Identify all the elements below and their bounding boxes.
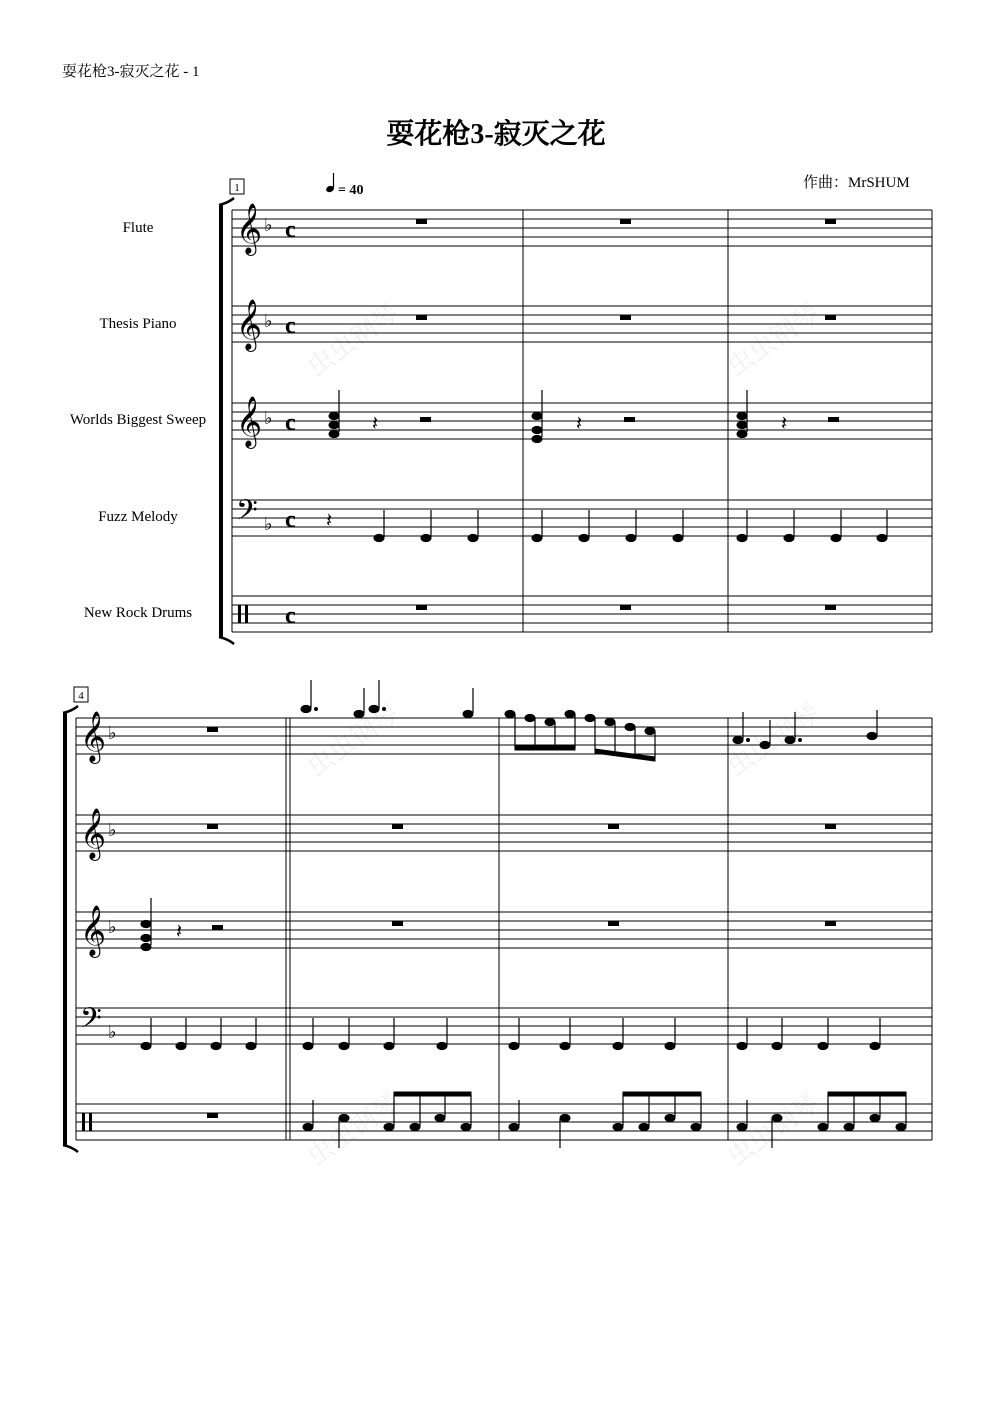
instrument-label-flute: Flute	[122, 220, 154, 236]
svg-text:𝄽: 𝄽	[372, 413, 379, 435]
instrument-label-sweep: Worlds Biggest Sweep	[69, 412, 207, 428]
svg-text:♭: ♭	[108, 917, 117, 937]
measure-number-1: 1	[234, 182, 240, 194]
svg-text:♭: ♭	[264, 408, 273, 428]
sweep-chords-1	[329, 390, 747, 443]
tempo-mark	[325, 173, 363, 198]
treble-clef-icon: 𝄞	[80, 906, 107, 955]
svg-text:𝄽: 𝄽	[326, 510, 333, 532]
flat-icon	[264, 215, 273, 534]
system-1-clefs	[236, 204, 262, 449]
instrument-label-fuzz: Fuzz Melody	[98, 509, 178, 525]
sweep-chords-2	[141, 898, 151, 951]
page-header: 耍花枪3-寂灭之花 - 1	[62, 64, 200, 80]
fuzz-notes-1	[374, 510, 887, 542]
watermark: 虫虫钢琴	[302, 1088, 405, 1173]
watermark: 虫虫钢琴	[302, 298, 405, 383]
svg-text:c: c	[285, 507, 296, 533]
treble-clef-icon: 𝄞	[80, 712, 107, 761]
watermark: 虫虫钢琴	[722, 698, 825, 783]
time-signature	[285, 217, 296, 629]
svg-text:c: c	[285, 603, 296, 629]
watermark: 虫虫钢琴	[722, 298, 825, 383]
svg-text:♭: ♭	[108, 723, 117, 743]
flat-icon	[108, 723, 117, 1042]
bass-clef-icon: 𝄢	[80, 1004, 102, 1041]
svg-text:𝄽: 𝄽	[176, 921, 183, 943]
system-2-lines	[76, 718, 932, 1140]
treble-clef-icon: 𝄞	[236, 300, 263, 349]
svg-text:♭: ♭	[264, 514, 273, 534]
measure-number-4: 4	[78, 690, 84, 702]
treble-clef-icon: 𝄞	[80, 809, 107, 858]
instrument-label-piano: Thesis Piano	[99, 316, 177, 332]
quarter-rests-1	[326, 413, 787, 532]
svg-text:𝄽: 𝄽	[781, 413, 788, 435]
svg-text:♭: ♭	[264, 215, 273, 235]
tempo-text: = 40	[338, 183, 364, 198]
fuzz-notes-2	[141, 1018, 880, 1050]
bass-clef-icon: 𝄢	[236, 496, 258, 533]
system-2-clefs	[80, 712, 106, 958]
svg-text:♭: ♭	[108, 1022, 117, 1042]
treble-clef-icon: 𝄞	[236, 397, 263, 446]
score-title: 耍花枪3-寂灭之花	[386, 119, 606, 150]
svg-text:𝄽: 𝄽	[576, 413, 583, 435]
whole-rests-2	[207, 727, 836, 1118]
svg-text:♭: ♭	[108, 820, 117, 840]
svg-text:c: c	[285, 313, 296, 339]
svg-text:c: c	[285, 217, 296, 243]
treble-clef-icon: 𝄞	[236, 204, 263, 253]
flute-melody	[301, 680, 877, 761]
svg-text:c: c	[285, 410, 296, 436]
watermark: 虫虫钢琴	[302, 698, 405, 783]
composer-credit: 作曲：MrSHUM	[803, 175, 910, 191]
whole-rests	[416, 219, 839, 610]
svg-text:♭: ♭	[264, 311, 273, 331]
instrument-label-drums: New Rock Drums	[83, 605, 193, 621]
